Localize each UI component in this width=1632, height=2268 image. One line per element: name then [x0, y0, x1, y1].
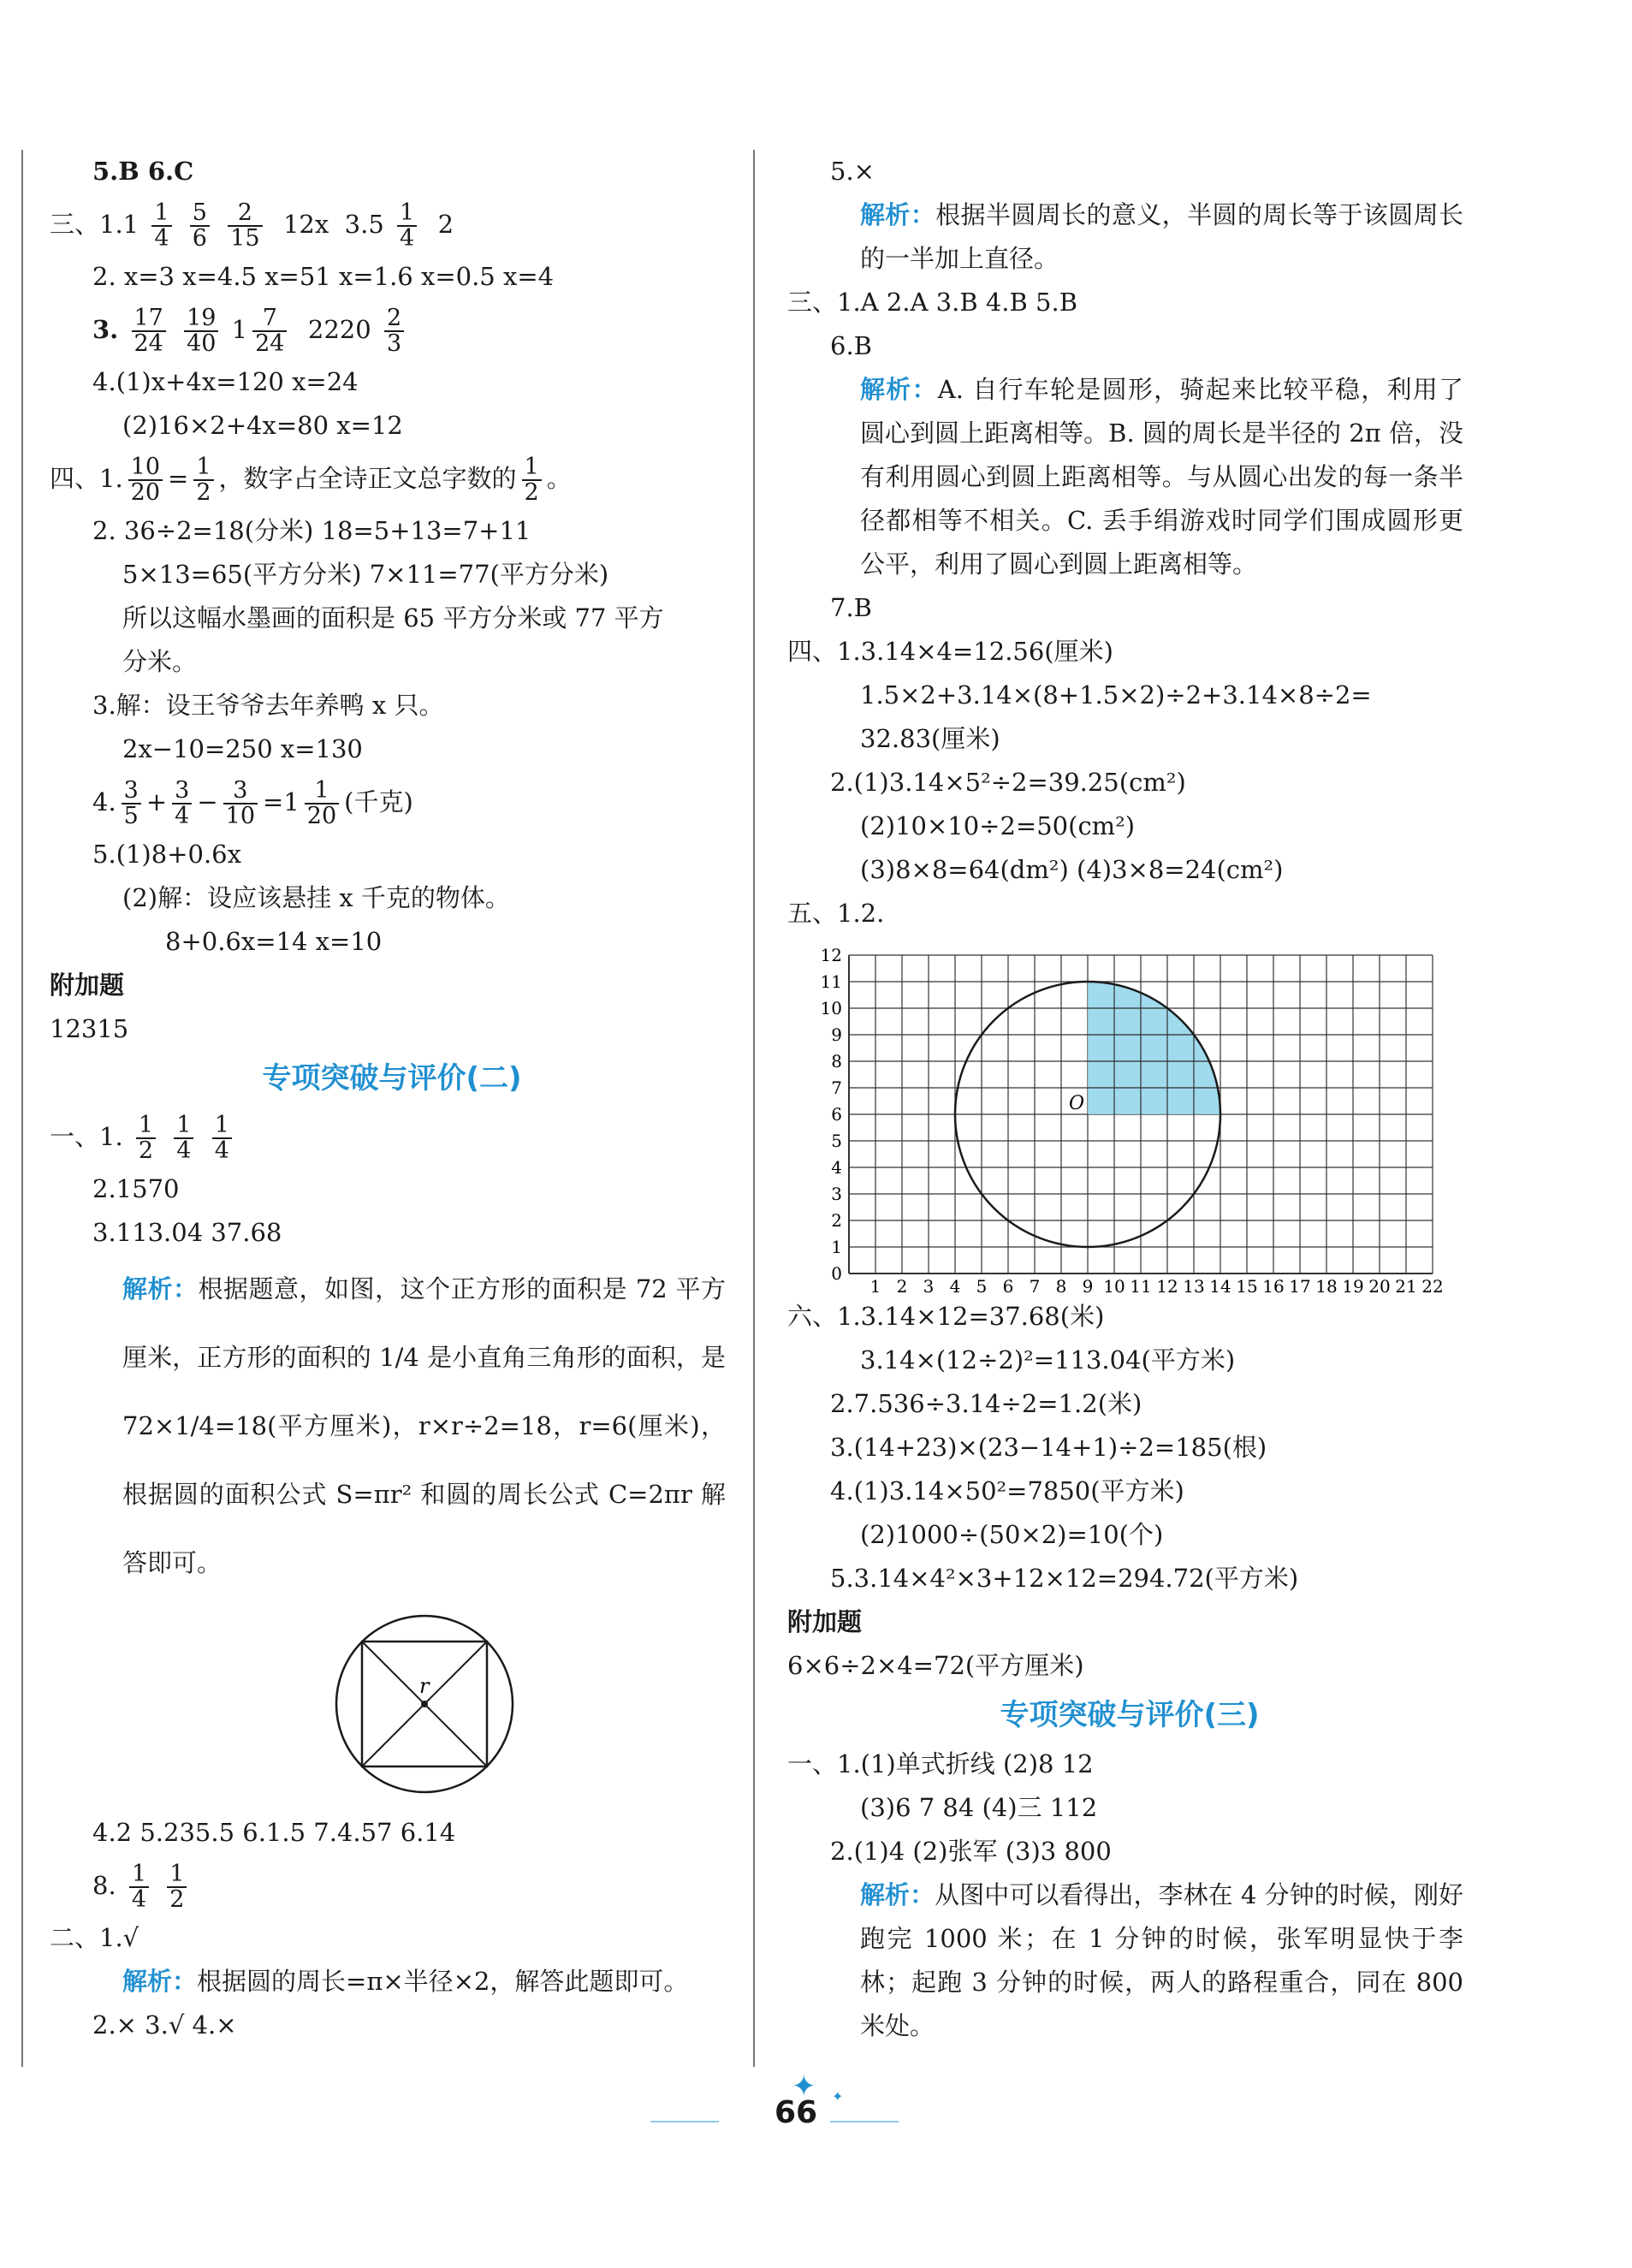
fraction: $\frac{1}{4}$ [151, 201, 171, 251]
answer-line: 5.× [830, 157, 875, 186]
extra-title: 附加题 [50, 971, 125, 1000]
grid-svg [787, 935, 1472, 1295]
fraction: $\frac{1}{20}$ [305, 779, 339, 828]
fraction: $\frac{3}{5}$ [122, 779, 141, 828]
answer-line: 3.14×(12÷2)²=113.04(平方米) [860, 1345, 1236, 1374]
answer-line: (2)10×10÷2=50(cm²) [860, 811, 1136, 840]
x-tick-label: 9 [1082, 1276, 1094, 1295]
answer-line: 4. $\frac{3}{5}$ + $\frac{3}{4}$ − $\frac{3}{10}$ =1 $\frac{1}{20}$ (千克) [92, 777, 413, 829]
analysis-paragraph: 解析：根据半圆周长的意义，半圆的周长等于该圆周长的一半加上直径。 [860, 200, 1463, 273]
answer-line: 4.(1)x+4x=120 x=24 [92, 367, 359, 396]
fraction: $\frac{1}{2}$ [522, 455, 542, 505]
figure-center-dot [421, 1701, 428, 1707]
fraction: $\frac{1}{4}$ [212, 1113, 232, 1163]
x-tick-label: 2 [896, 1276, 908, 1295]
y-tick-label: 12 [820, 945, 842, 965]
answer-line: 所以这幅水墨画的面积是 65 平方分米或 77 平方 [122, 603, 664, 632]
x-tick-label: 4 [949, 1276, 961, 1295]
fraction: $\frac{1}{4}$ [174, 1113, 193, 1163]
fraction: $\frac{17}{24}$ [132, 306, 166, 356]
answer-line: 6.B [830, 331, 872, 360]
answer-line: (3)6 7 84 (4)三 112 [860, 1793, 1098, 1822]
answer-line: 32.83(厘米) [860, 724, 1000, 753]
fraction: $\frac{3}{4}$ [172, 779, 192, 828]
x-tick-label: 1 [869, 1276, 881, 1295]
x-tick-label: 7 [1029, 1276, 1041, 1295]
y-tick-label: 4 [831, 1157, 842, 1178]
answer-line: 六、1.3.14×12=37.68(米) [787, 1302, 1105, 1331]
answer-line: 四、1.3.14×4=12.56(厘米) [787, 637, 1113, 666]
answer-line: 3.113.04 37.68 [92, 1218, 282, 1247]
fraction: $\frac{5}{6}$ [190, 201, 210, 251]
fraction: $\frac{1}{2}$ [193, 455, 213, 505]
analysis-paragraph: 解析：从图中可以看得出，李林在 4 分钟的时候，刚好跑完 1000 米；在 1 分钟的时候，张军明显快于李林；起跑 3 分钟的时候，两人的路程重合，同在 800 米处。 [860, 1880, 1463, 2040]
x-tick-label: 6 [1002, 1276, 1014, 1295]
fraction: $\frac{1}{2}$ [167, 1862, 187, 1912]
x-tick-label: 5 [976, 1276, 988, 1295]
y-tick-label: 10 [820, 998, 842, 1018]
x-tick-label: 20 [1368, 1276, 1391, 1295]
small-star-icon: ✦ [832, 2088, 844, 2105]
fraction: $\frac{1}{4}$ [397, 201, 417, 251]
answer-line: 分米。 [122, 647, 198, 676]
x-tick-label: 14 [1209, 1276, 1231, 1295]
answer-line: 五、1.2. [787, 899, 885, 928]
section-title: 专项突破与评价(二) [262, 1061, 522, 1095]
radius-label: r [419, 1674, 430, 1698]
y-tick-label: 9 [831, 1024, 842, 1045]
answer-line: 2. x=3 x=4.5 x=51 x=1.6 x=0.5 x=4 [92, 262, 555, 291]
origin-label: O [1069, 1093, 1085, 1114]
left-column [50, 150, 734, 2047]
footer-line-left [650, 2121, 719, 2123]
answer-line: 1.5×2+3.14×(8+1.5×2)÷2+3.14×8÷2= [860, 680, 1372, 709]
answer-line: 三、1.1 $\frac{1}{4}$ $\frac{5}{6}$ $\frac{2}{15}$ 12x 3.5 $\frac{1}{4}$ 2 [50, 199, 454, 252]
answer-line: 8. $\frac{1}{4}$ $\frac{1}{2}$ [50, 1855, 734, 1916]
footer-line-right [830, 2121, 899, 2123]
page-number: 66 [774, 2095, 818, 2130]
shaded-quarter [1088, 982, 1220, 1114]
extra-title: 附加题 [787, 1607, 863, 1636]
x-tick-label: 21 [1395, 1276, 1417, 1295]
circle-square-figure [50, 1597, 734, 1811]
answer-line: (2)16×2+4x=80 x=12 [122, 411, 403, 440]
answer-line: 三、1.A 2.A 3.B 4.B 5.B [787, 288, 1078, 317]
fraction: $\frac{2}{15}$ [228, 201, 262, 251]
answer-line: 2.(1)3.14×5²÷2=39.25(cm²) [830, 768, 1186, 797]
answer-line: 5.B 6.C [92, 157, 194, 186]
right-column [787, 150, 1472, 2048]
fraction: $\frac{10}{20}$ [128, 455, 163, 505]
answer-line: 3.解：设王爷爷去年养鸭 x 只。 [92, 691, 444, 720]
answer-line: 2.(1)4 (2)张军 (3)3 800 [830, 1837, 1112, 1866]
extra-answer: 6×6÷2×4=72(平方厘米) [787, 1651, 1084, 1680]
answer-line: (2)解：设应该悬挂 x 千克的物体。 [122, 883, 510, 912]
answer-line: 2x−10=250 x=130 [122, 734, 363, 763]
y-tick-label: 8 [831, 1051, 842, 1072]
x-tick-label: 3 [923, 1276, 935, 1295]
answer-line: 5.3.14×4²×3+12×12=294.72(平方米) [830, 1564, 1299, 1593]
y-tick-label: 11 [820, 971, 842, 992]
answer-line: 3.(14+23)×(23−14+1)÷2=185(根) [830, 1433, 1267, 1462]
answer-line: 2. 36÷2=18(分米) 18=5+13=7+11 [92, 516, 531, 545]
x-tick-label: 18 [1315, 1276, 1338, 1295]
answer-line: 5.(1)8+0.6x [92, 840, 241, 869]
answer-line: 8+0.6x=14 x=10 [165, 927, 383, 956]
column-divider [753, 150, 755, 2067]
y-tick-label: 3 [831, 1184, 842, 1204]
section-title: 专项突破与评价(三) [1000, 1698, 1260, 1732]
x-tick-label: 8 [1055, 1276, 1067, 1295]
y-tick-label: 5 [831, 1131, 842, 1151]
answer-line: 二、1.√ [50, 1923, 139, 1952]
fraction: $\frac{3}{10}$ [223, 779, 258, 828]
answer-line: 7.B [830, 593, 872, 622]
y-tick-label: 2 [831, 1210, 842, 1231]
fraction: $\frac{2}{3}$ [384, 306, 404, 356]
y-tick-label: 7 [831, 1078, 842, 1098]
circle-square-svg [50, 1597, 734, 1811]
extra-answer: 12315 [50, 1014, 129, 1043]
answer-line: (3)8×8=64(dm²) (4)3×8=24(cm²) [860, 855, 1284, 884]
answer-line: 5×13=65(平方分米) 7×11=77(平方分米) [122, 560, 609, 589]
answer-line: 4.2 5.235.5 6.1.5 7.4.57 6.14 [92, 1818, 456, 1847]
y-tick-label: 1 [831, 1237, 842, 1257]
x-tick-label: 10 [1103, 1276, 1125, 1295]
analysis-paragraph: 解析：根据题意，如图，这个正方形的面积是 72 平方厘米，正方形的面积的 1/4 是小直角三角形的面积，是 72×1/4=18(平方厘米)，r×r÷2=18，r=6(厘米)，根据圆的面积公式 S=πr² 和圆的周长公式 C=2πr 解答即可。 [122, 1274, 726, 1577]
x-tick-label: 19 [1342, 1276, 1364, 1295]
answer-line: 四、1. $\frac{10}{20}$ = $\frac{1}{2}$ ，数字占全诗正文总字数的 $\frac{1}{2}$ 。 [50, 454, 572, 506]
fraction: $\frac{7}{24}$ [252, 306, 287, 356]
x-tick-label: 17 [1289, 1276, 1311, 1295]
answer-line: 一、1. $\frac{1}{2}$ $\frac{1}{4}$ $\frac{1}{4}$ [50, 1106, 734, 1167]
x-tick-label: 11 [1130, 1276, 1152, 1295]
answer-line: 2.7.536÷3.14÷2=1.2(米) [830, 1389, 1142, 1418]
x-tick-label: 15 [1236, 1276, 1258, 1295]
analysis-paragraph: 解析：A. 自行车轮是圆形，骑起来比较平稳，利用了圆心到圆上距离相等。B. 圆的周长是半径的 2π 倍，没有利用圆心到圆上距离相等。与从圆心出发的每一条半径都相等不相关。C. 丢手绢游戏时同学们围成圆形更公平，利用了圆心到圆上距离相等。 [860, 375, 1463, 579]
answer-line: 2.× 3.√ 4.× [92, 2010, 237, 2039]
left-margin-line [21, 150, 23, 2067]
analysis-paragraph: 解析：根据圆的周长=π×半径×2，解答此题即可。 [122, 1967, 689, 1996]
x-tick-label: 13 [1183, 1276, 1205, 1295]
answer-line: 4.(1)3.14×50²=7850(平方米) [830, 1476, 1184, 1505]
fraction: $\frac{1}{2}$ [136, 1113, 156, 1163]
y-tick-label: 6 [831, 1104, 842, 1125]
answer-line: (2)1000÷(50×2)=10(个) [860, 1520, 1164, 1549]
answer-line: 2.1570 [92, 1174, 180, 1203]
x-tick-label: 16 [1262, 1276, 1285, 1295]
grid-figure [787, 935, 1472, 1295]
fraction: $\frac{19}{40}$ [184, 306, 218, 356]
x-tick-label: 22 [1421, 1276, 1444, 1295]
star-icon: ✦ [792, 2069, 816, 2104]
x-tick-label: 12 [1156, 1276, 1178, 1295]
y-tick-label: 0 [831, 1263, 842, 1284]
answer-line: 3. $\frac{17}{24}$ $\frac{19}{40}$ 1 $\frac{7}{24}$ 2220 $\frac{2}{3}$ [50, 299, 734, 360]
answer-line: 一、1.(1)单式折线 (2)8 12 [787, 1749, 1094, 1778]
fraction: $\frac{1}{4}$ [129, 1862, 149, 1912]
